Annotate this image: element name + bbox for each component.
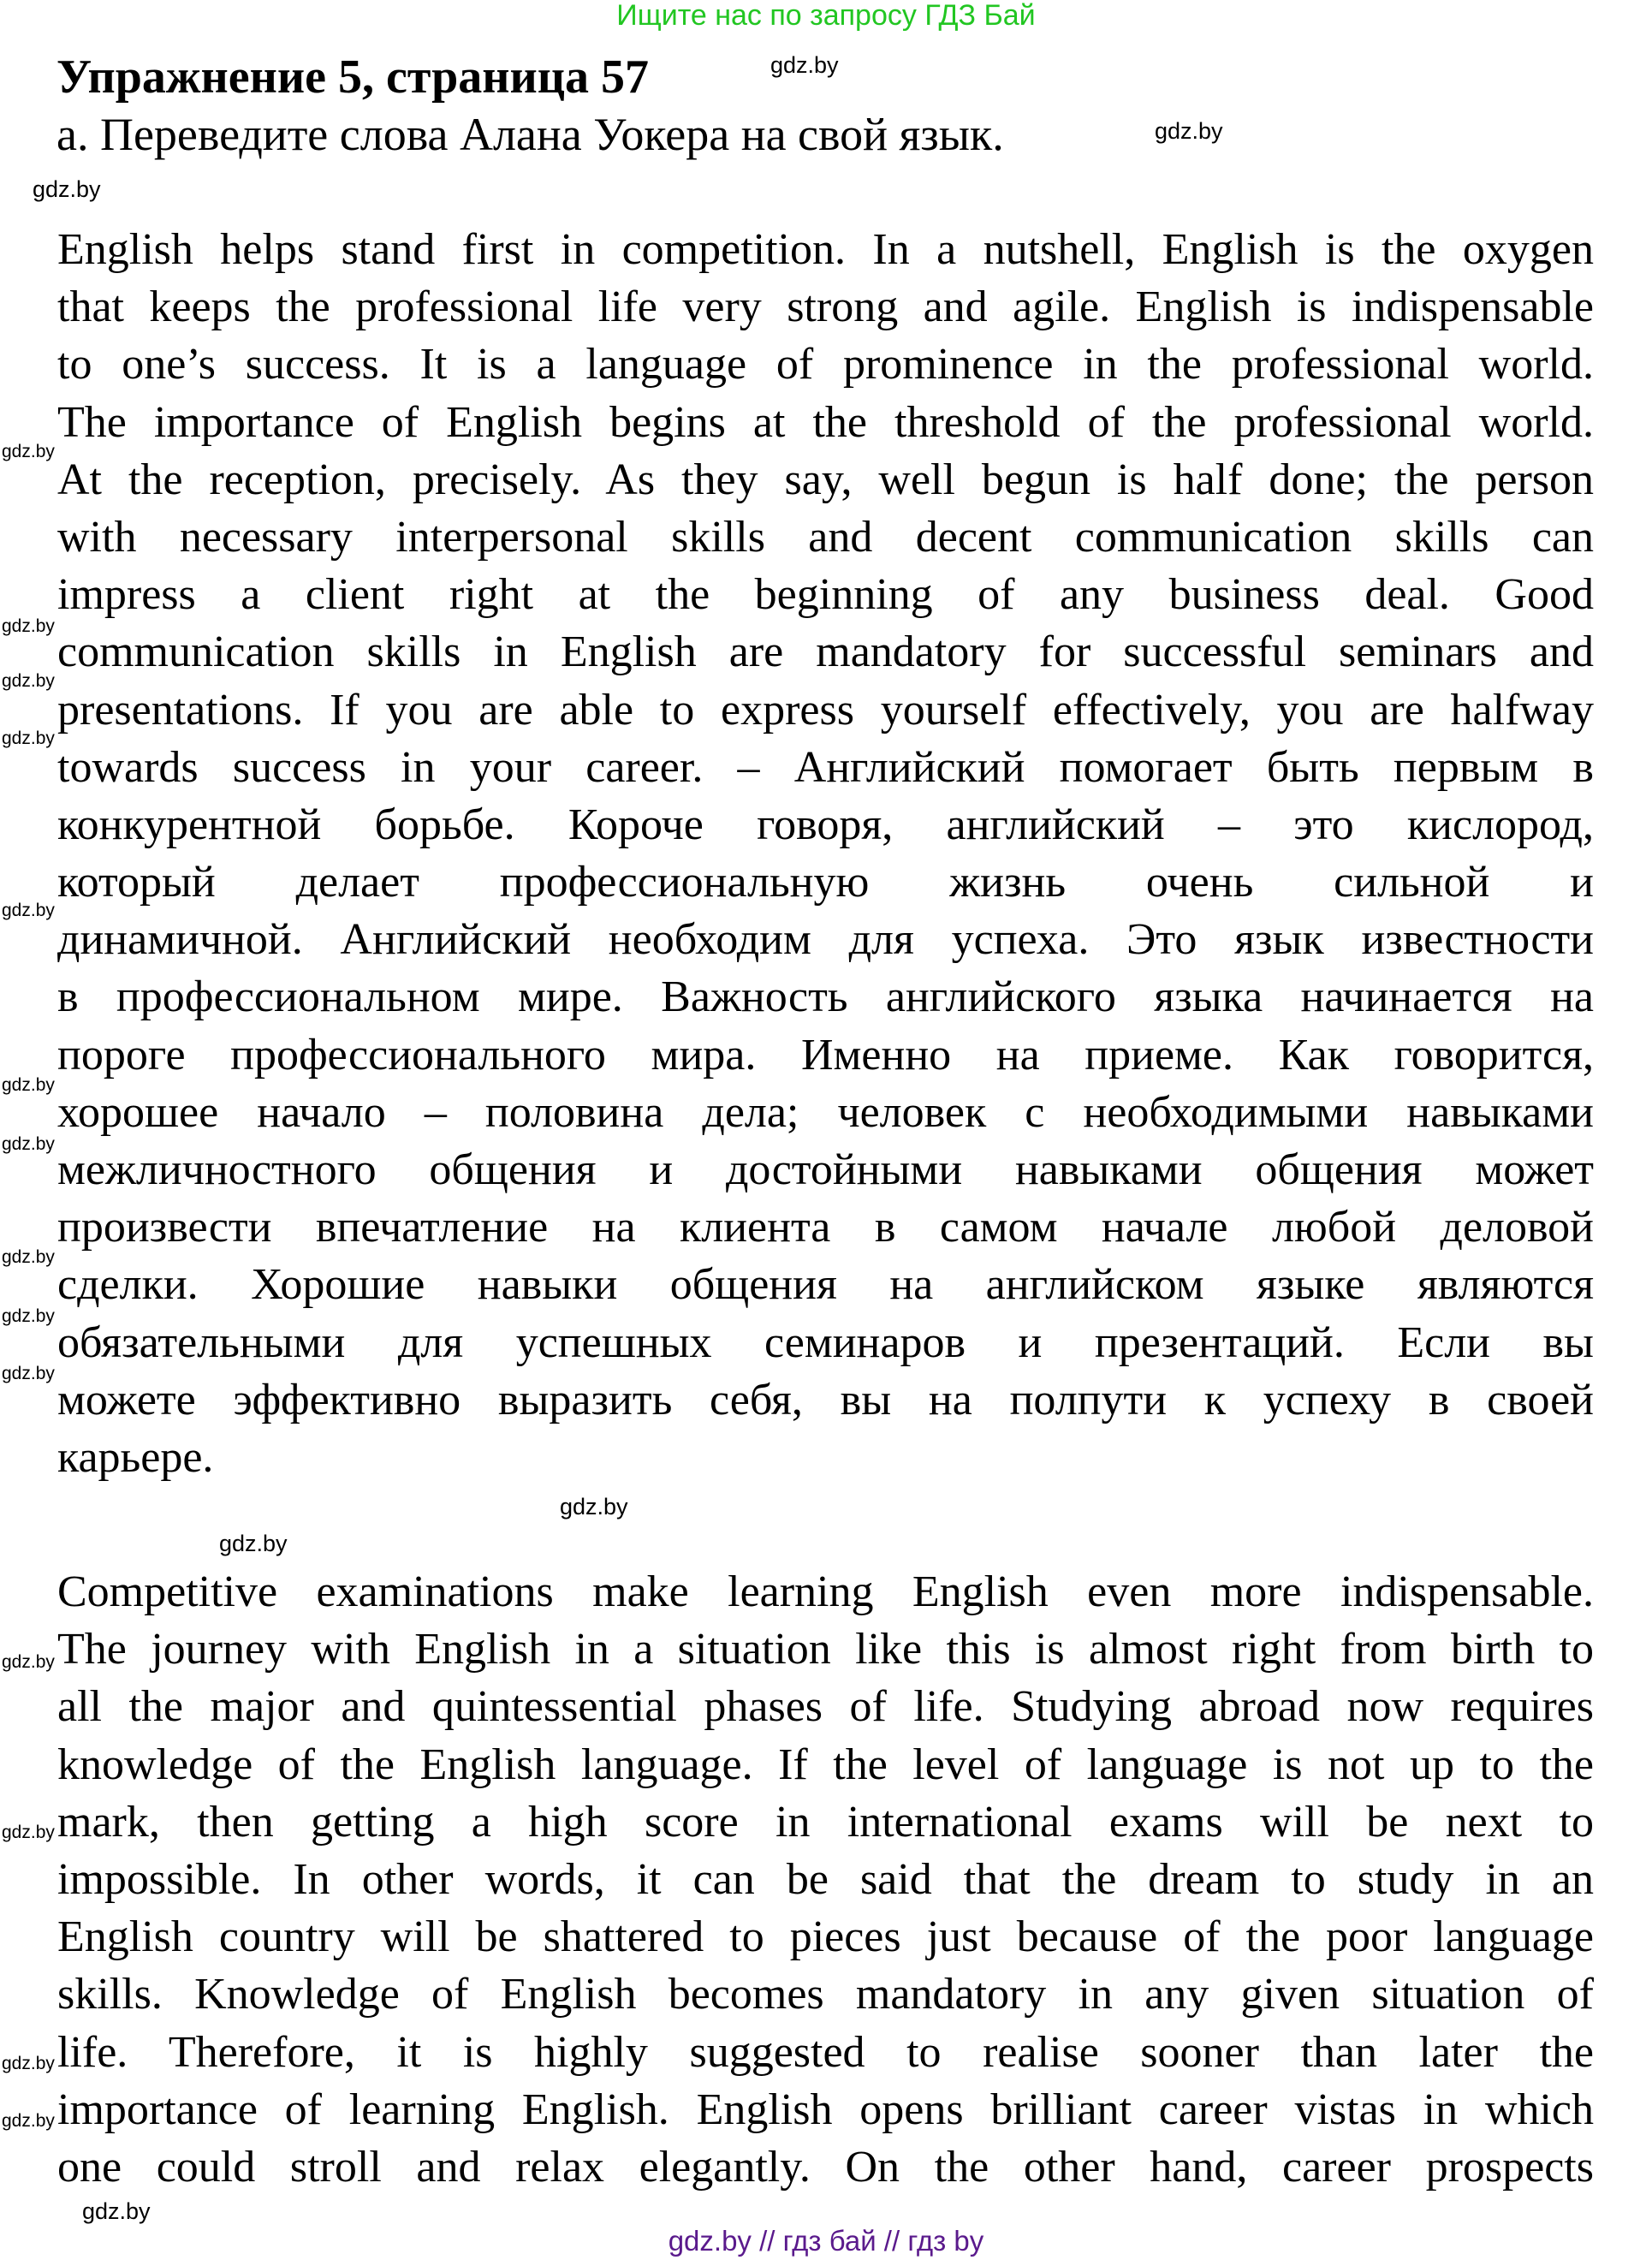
watermark: gdz.by [33,176,101,202]
watermark: gdz.by [2,1134,55,1154]
text-line: произвести впечатление на клиента в самом начале любой деловой [57,1203,1594,1252]
text-line: пороге профессионального мира. Именно на приеме. Как говорится, [57,1030,1594,1079]
watermark: gdz.by [2,1652,55,1672]
text-line: хорошее начало – половина дела; человек с необходимыми навыками [57,1087,1594,1137]
text-line: English country will be shattered to pieces just because of the poor language [57,1912,1594,1962]
watermark: gdz.by [1155,118,1223,144]
watermark: gdz.by [2,671,55,691]
text-line: межличностного общения и достойными навыками общения может [57,1145,1594,1194]
watermark: gdz.by [560,1494,628,1520]
watermark: gdz.by [770,52,839,78]
text-line: knowledge of the English language. If the level of language is not up to the [57,1740,1594,1789]
watermark: gdz.by [2,1075,55,1095]
text-line: можете эффективно выразить себя, вы на полпути к успеху в своей [57,1375,1594,1424]
text-line: динамичной. Английский необходим для успеха. Это язык известности [57,915,1594,965]
text-line: обязательными для успешных семинаров и презентаций. Если вы [57,1317,1594,1367]
watermark: gdz.by [2,1823,55,1842]
text-line: life. Therefore, it is highly suggested to realise sooner than later the [57,2027,1594,2077]
text-line: skills. Knowledge of English becomes mandatory in any given situation of [57,1970,1594,2019]
text-line: mark, then getting a high score in international exams will be next to [57,1797,1594,1847]
watermark: gdz.by [2,616,55,636]
text-line: that keeps the professional life very strong and agile. English is indispensable [57,282,1594,332]
watermark: gdz.by [2,1247,55,1267]
watermark: gdz.by [2,442,55,461]
search-banner: Ищите нас по запросу ГДЗ Бай [616,0,1036,32]
text-line: At the reception, precisely. As they say, well begun is half done; the person [57,455,1594,504]
watermark: gdz.by [2,2054,55,2073]
text-line: to one’s success. It is a language of prominence in the professional world. [57,340,1594,390]
watermark: gdz.by [2,1306,55,1326]
text-line: with necessary interpersonal skills and decent communication skills can [57,512,1594,562]
exercise-task: а. Переведите слова Алана Уокера на свой язык. [56,109,1004,160]
paragraph-1 [57,221,1594,1486]
watermark: gdz.by [82,2198,151,2224]
text-line: one could stroll and relax elegantly. On the other hand, career prospects [57,2142,1594,2192]
text-line: The importance of English begins at the threshold of the professional world. [57,397,1594,447]
text-line: конкурентной борьбе. Короче говоря, английский – это кислород, [57,800,1594,849]
watermark: gdz.by [219,1531,288,1556]
text-line: communication skills in English are mandatory for successful seminars and [57,627,1594,677]
text-line: который делает профессиональную жизнь очень сильной и [57,858,1594,907]
text-line: importance of learning English. English opens brilliant career vistas in which [57,2085,1594,2134]
watermark: gdz.by [2,901,55,920]
watermark: gdz.by [2,729,55,748]
text-line: English helps stand first in competition. In a nutshell, English is the oxygen [57,225,1594,274]
footer-links: gdz.by // гдз бай // гдз by [668,2225,984,2257]
text-line: в профессиональном мире. Важность английского языка начинается на [57,972,1594,1022]
text-line: towards success in your career. – Английский помогает быть первым в [57,742,1594,792]
text-line: Competitive examinations make learning English even more indispensable. [57,1567,1594,1616]
text-line: all the major and quintessential phases of life. Studying abroad now requires [57,1682,1594,1732]
watermark: gdz.by [2,2111,55,2131]
text-line: impossible. In other words, it can be said that the dream to study in an [57,1854,1594,1904]
paragraph-2 [57,1563,1594,2196]
text-line: presentations. If you are able to express yourself effectively, you are halfway [57,685,1594,734]
text-line: impress a client right at the beginning of any business deal. Good [57,570,1594,620]
text-line: сделки. Хорошие навыки общения на английском языке являются [57,1260,1594,1310]
text-line: карьере. [57,1432,214,1482]
watermark: gdz.by [2,1364,55,1383]
text-line: The journey with English in a situation like this is almost right from birth to [57,1625,1594,1674]
exercise-title: Упражнение 5, страница 57 [56,51,650,104]
